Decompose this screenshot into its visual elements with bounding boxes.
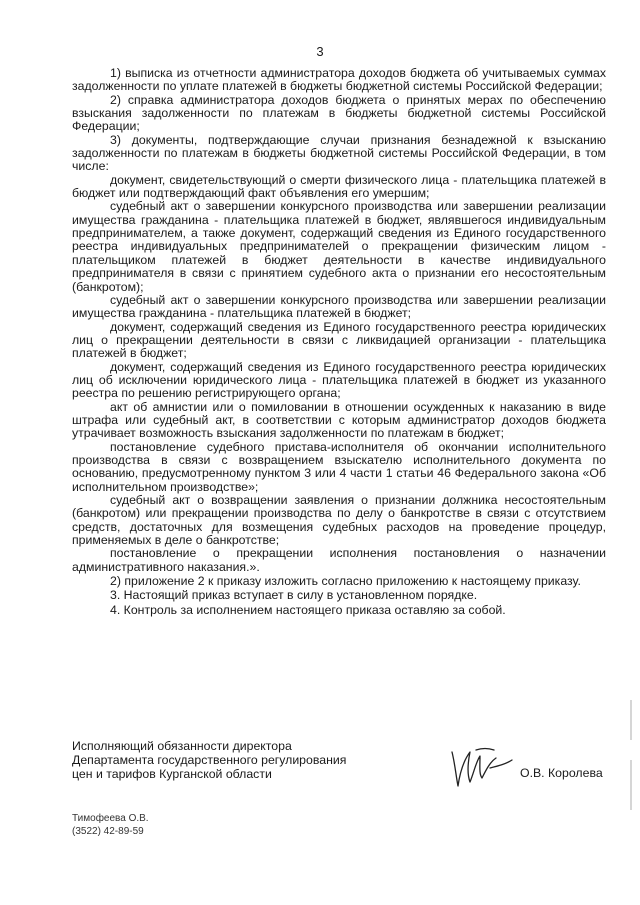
paragraph: постановление судебного пристава-исполнителя об окончании исполнительного производства в связи с возвращением взыскателю исполнительного документа по основанию, предусмотренному пунктом 3 или 4 части 1 статьи 46 Федерального закона «Об исполнительном производстве»; bbox=[72, 439, 606, 494]
paragraph: судебный акт о завершении конкурсного производства или завершении реализации имущества гражданина - плательщика платежей в бюджет; bbox=[72, 292, 606, 321]
paragraph: судебный акт о завершении конкурсного производства или завершении реализации имущества гражданина - плательщика платежей в бюджет, являвшегося индивидуальным предпринимателем, а также документ, содержащий сведения из Единого государственного реестра индивидуальных предпринимателей о прекращении физическим лицом - плательщиком платежей в бюджет деятельности в качестве индивидуального предпринимателя в связи с принятием судебного акта о признании его несостоятельным (банкротом); bbox=[72, 199, 606, 294]
executor-name: Тимофеева О.В. bbox=[72, 813, 149, 824]
handwritten-signature bbox=[446, 742, 516, 790]
executor-contact bbox=[72, 813, 149, 838]
paragraph: 3) документы, подтверждающие случаи признания безнадежной к взысканию задолженности по платежам в бюджеты бюджетной системы Российской Федерации, в том числе: bbox=[72, 132, 606, 174]
paragraph: 4. Контроль за исполнением настоящего приказа оставляю за собой. bbox=[110, 602, 506, 617]
paragraph: документ, содержащий сведения из Единого государственного реестра юридических лиц о прекращении деятельности в связи с ликвидацией организации - плательщика платежей в бюджет; bbox=[72, 319, 606, 361]
paragraph: акт об амнистии или о помиловании в отношении осужденных к наказанию в виде штрафа или судебный акт, в соответствии с которым администратор доходов бюджета утрачивает возможность взыскания задолженности по платежам в бюджет; bbox=[72, 399, 606, 441]
paragraph: 1) выписка из отчетности администратора доходов бюджета об учитываемых суммах задолженности по уплате платежей в бюджеты бюджетной системы Российской Федерации; bbox=[72, 66, 606, 94]
signer-name: О.В. Королева bbox=[520, 766, 603, 780]
signatory-position-line: цен и тарифов Курганской области bbox=[72, 767, 272, 781]
signatory-position-line: Исполняющий обязанности директора bbox=[72, 739, 292, 753]
paragraph: документ, свидетельствующий о смерти физического лица - плательщика платежей в бюджет или подтверждающий факт объявления его умершим; bbox=[72, 172, 606, 201]
scan-edge-mark bbox=[630, 700, 632, 740]
paragraph: 2) справка администратора доходов бюджета о принятых мерах по обеспечению взыскания задолженности по платежам в бюджеты бюджетной системы Российской Федерации; bbox=[72, 92, 606, 134]
scan-edge-mark bbox=[630, 760, 632, 810]
paragraph: судебный акт о возвращении заявления о признании должника несостоятельным (банкротом) или прекращении производства по делу о банкротстве в связи с отсутствием средств, достаточных для возмещения судебных расходов на проведение процедур, применяемых в деле о банкротстве; bbox=[72, 493, 606, 548]
paragraph: 3. Настоящий приказ вступает в силу в установленном порядке. bbox=[110, 588, 478, 603]
signatory-position-line: Департамента государственного регулирования bbox=[72, 753, 347, 767]
document-body bbox=[72, 67, 606, 617]
executor-phone: (3522) 42-89-59 bbox=[72, 825, 144, 837]
page-number: 3 bbox=[316, 44, 324, 59]
paragraph: 2) приложение 2 к приказу изложить согласно приложению к настоящему приказу. bbox=[110, 574, 581, 589]
paragraph: документ, содержащий сведения из Единого государственного реестра юридических лиц об исключении юридического лица - плательщика платежей в бюджет из указанного реестра по решению регистрирующего органа; bbox=[72, 359, 606, 401]
signatory-position bbox=[72, 739, 346, 781]
paragraph: постановление о прекращении исполнения постановления о назначении административного наказания.». bbox=[72, 546, 606, 574]
